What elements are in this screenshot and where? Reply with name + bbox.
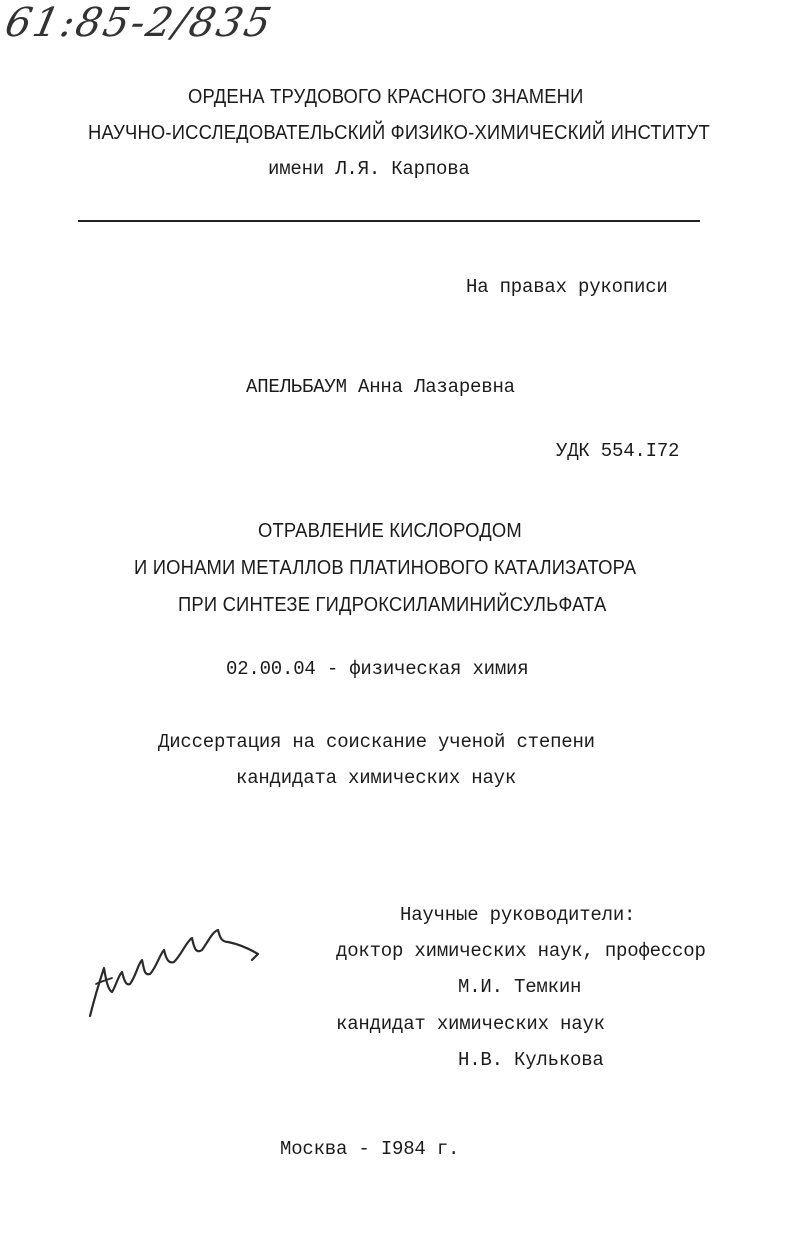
- author-signature: [82, 920, 272, 1020]
- specialty-code: 02.00.04 - физическая химия: [226, 658, 529, 680]
- advisor-2-title: кандидат химических наук: [336, 1013, 605, 1035]
- advisors-heading: Научные руководители:: [400, 904, 636, 926]
- advisor-1-title: доктор химических наук, профессор: [336, 940, 706, 962]
- archive-mark: 61:85-2/835: [1, 0, 277, 46]
- title-line-1: ОТРАВЛЕНИЕ КИСЛОРОДОМ: [258, 520, 522, 542]
- udk-code: УДК 554.I72: [556, 440, 680, 462]
- title-line-2: И ИОНАМИ МЕТАЛЛОВ ПЛАТИНОВОГО КАТАЛИЗАТОРА: [134, 557, 637, 579]
- manuscript-rights-note: На правах рукописи: [466, 276, 668, 298]
- city-year: Москва - I984 г.: [280, 1138, 460, 1160]
- institution-name: НАУЧНО-ИССЛЕДОВАТЕЛЬСКИЙ ФИЗИКО-ХИМИЧЕСКИЙ ИНСТИТУТ: [88, 122, 710, 144]
- advisor-2-name: Н.В. Кулькова: [458, 1049, 604, 1071]
- advisor-1-name: М.И. Темкин: [458, 976, 582, 998]
- title-line-3: ПРИ СИНТЕЗЕ ГИДРОКСИЛАМИНИЙСУЛЬФАТА: [178, 594, 607, 616]
- degree-line-2: кандидата химических наук: [236, 767, 517, 789]
- degree-line-1: Диссертация на соискание ученой степени: [158, 731, 595, 753]
- institution-named-after: имени Л.Я. Карпова: [268, 158, 470, 180]
- institution-order-line: ОРДЕНА ТРУДОВОГО КРАСНОГО ЗНАМЕНИ: [188, 86, 584, 108]
- author-name: АПЕЛЬБАУМ Анна Лазаревна: [246, 376, 515, 398]
- header-divider: [78, 220, 700, 222]
